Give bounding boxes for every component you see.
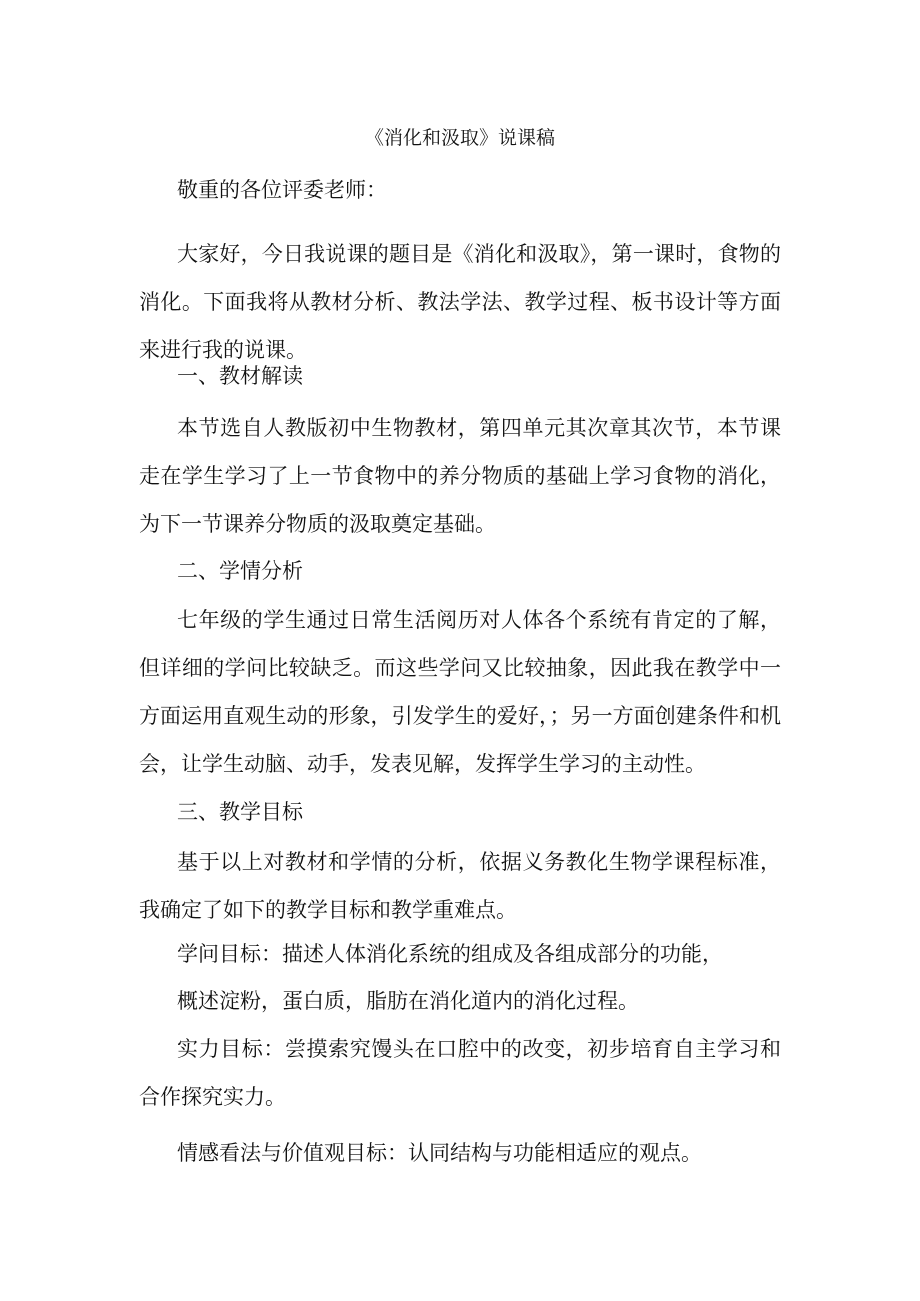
section2-heading: 二、学情分析 [177,559,303,583]
knowledge-goal-continued: 概述淀粉，蛋白质，脂肪在消化道内的消化过程。 [177,989,639,1013]
ability-goal: 实力目标：尝摸索究馒头在口腔中的改变，初步培育自主学习和合作探究实力。 [139,1037,781,1109]
section3-heading: 三、教学目标 [177,800,303,824]
section1-body: 本节选自人教版初中生物教材，第四单元其次章其次节，本节课走在学生学习了上一节食物中的养分物质的基础上学习食物的消化，为下一节课养分物质的汲取奠定基础。 [139,416,781,536]
knowledge-goal: 学问目标：描述人体消化系统的组成及各组成部分的功能， [177,942,723,966]
greeting-paragraph: 敬重的各位评委老师： [177,178,387,202]
document-title: 《消化和汲取》说课稿 [364,127,555,149]
section2-body: 七年级的学生通过日常生活阅历对人体各个系统有肯定的了解，但详细的学问比较缺乏。而这些学问又比较抽象，因此我在教学中一方面运用直观生动的形象，引发学生的爱好，；另一方面创建条件和机会，让学生动脑、动手，发表见解，发挥学生学习的主动性。 [139,608,781,776]
intro-paragraph: 大家好，今日我说课的题目是《消化和汲取》，第一课时，食物的消化。下面我将从教材分析、教法学法、教学过程、板书设计等方面来进行我的说课。 [139,242,781,362]
emotion-goal: 情感看法与价值观目标：认同结构与功能相适应的观点。 [177,1141,702,1165]
section3-body: 基于以上对教材和学情的分析，依据义务教化生物学课程标准，我确定了如下的教学目标和教学重难点。 [139,850,781,922]
section1-heading: 一、教材解读 [177,364,303,388]
